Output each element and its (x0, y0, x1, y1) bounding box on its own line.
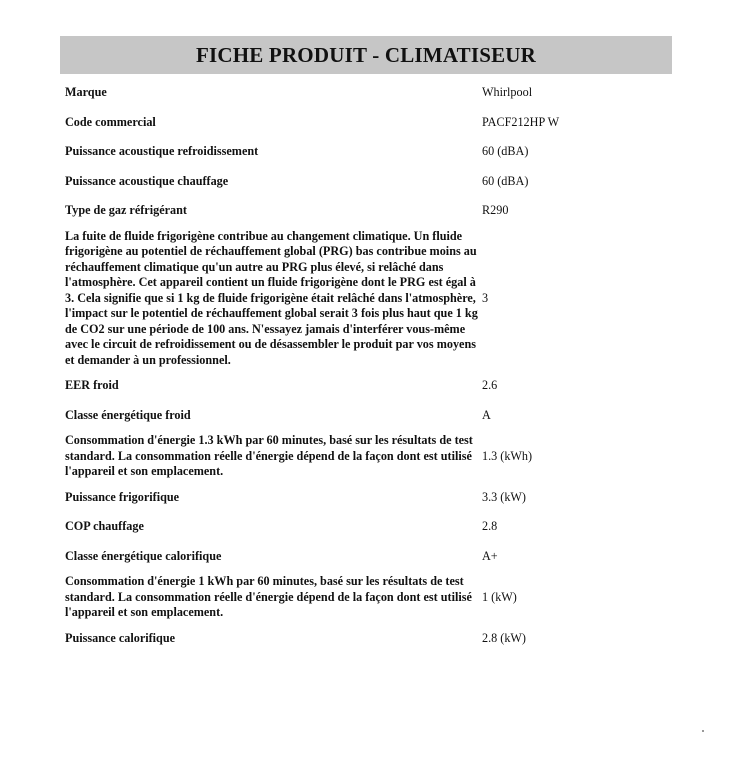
table-row (60, 371, 672, 401)
row-value: 2.8 (kW) (482, 630, 526, 645)
product-sheet (60, 36, 672, 653)
table-row (60, 571, 672, 624)
row-value: 3.3 (kW) (482, 489, 526, 504)
row-label: Marque (65, 85, 107, 99)
scan-speck (702, 730, 704, 732)
row-value: 2.8 (482, 519, 498, 533)
row-value: 3 (482, 290, 489, 305)
row-label: Type de gaz réfrigérant (65, 203, 187, 217)
table-row (60, 167, 672, 197)
row-value: R290 (482, 203, 509, 217)
row-value: PACF212HP W (482, 114, 560, 129)
sheet-title: FICHE PRODUIT - CLIMATISEUR (60, 36, 672, 74)
row-label: Consommation d'énergie 1 kWh par 60 minutes, basé sur les résultats de test standard. La consommation réelle d'énergie dépend de la façon dont est utilisé l'appareil et son emplacement. (65, 574, 472, 619)
table-row (60, 483, 672, 513)
row-value: 1 (kW) (482, 589, 517, 604)
row-label: Code commercial (65, 114, 156, 129)
table-row (60, 226, 672, 372)
row-label: La fuite de fluide frigorigène contribue au changement climatique. Un fluide frigorigène au potentiel de réchauffement global (PRG) bas contribue moins au réchauffement climatique qu'un autre au PRG plus élevé, si relâché dans l'atmosphère. Cet appareil contient un fluide frigorigène dont le PRG est égal à 3. Cela signifie que si 1 kg de fluide frigorigène était relâché dans l'atmosphère, l'impact sur le potentiel de réchauffement global serait 3 fois plus haut que 1 kg de CO2 sur une période de 100 ans. N'essayez jamais d'interférer vous-même avec le circuit de refroidissement ou de désassembler le produit par vos moyens et demander à un professionnel. (65, 228, 478, 367)
table-row (60, 78, 672, 108)
row-label: EER froid (65, 378, 119, 392)
row-label: Consommation d'énergie 1.3 kWh par 60 minutes, basé sur les résultats de test standard. La consommation réelle d'énergie dépend de la façon dont est utilisé l'appareil et son emplacement. (65, 433, 473, 478)
row-value: A (482, 407, 491, 422)
table-row (60, 624, 672, 654)
row-value: Whirlpool (482, 85, 533, 99)
spec-table (60, 78, 672, 653)
row-value: 2.6 (482, 378, 498, 392)
row-label: COP chauffage (65, 519, 144, 533)
row-label: Classe énergétique calorifique (65, 548, 222, 563)
row-label: Puissance acoustique chauffage (65, 173, 229, 188)
row-label: Puissance acoustique refroidissement (65, 144, 259, 158)
row-label: Puissance frigorifique (65, 489, 180, 504)
row-label: Puissance calorifique (65, 630, 176, 645)
table-row (60, 430, 672, 483)
row-value: 60 (dBA) (482, 173, 529, 188)
table-row (60, 137, 672, 167)
row-value: 60 (dBA) (482, 144, 529, 158)
row-value: 1.3 (kWh) (482, 448, 533, 463)
row-label: Classe énergétique froid (65, 407, 191, 422)
table-row (60, 108, 672, 138)
row-value: A+ (482, 548, 498, 563)
table-row (60, 542, 672, 572)
table-row (60, 196, 672, 226)
table-row (60, 512, 672, 542)
table-row (60, 401, 672, 431)
